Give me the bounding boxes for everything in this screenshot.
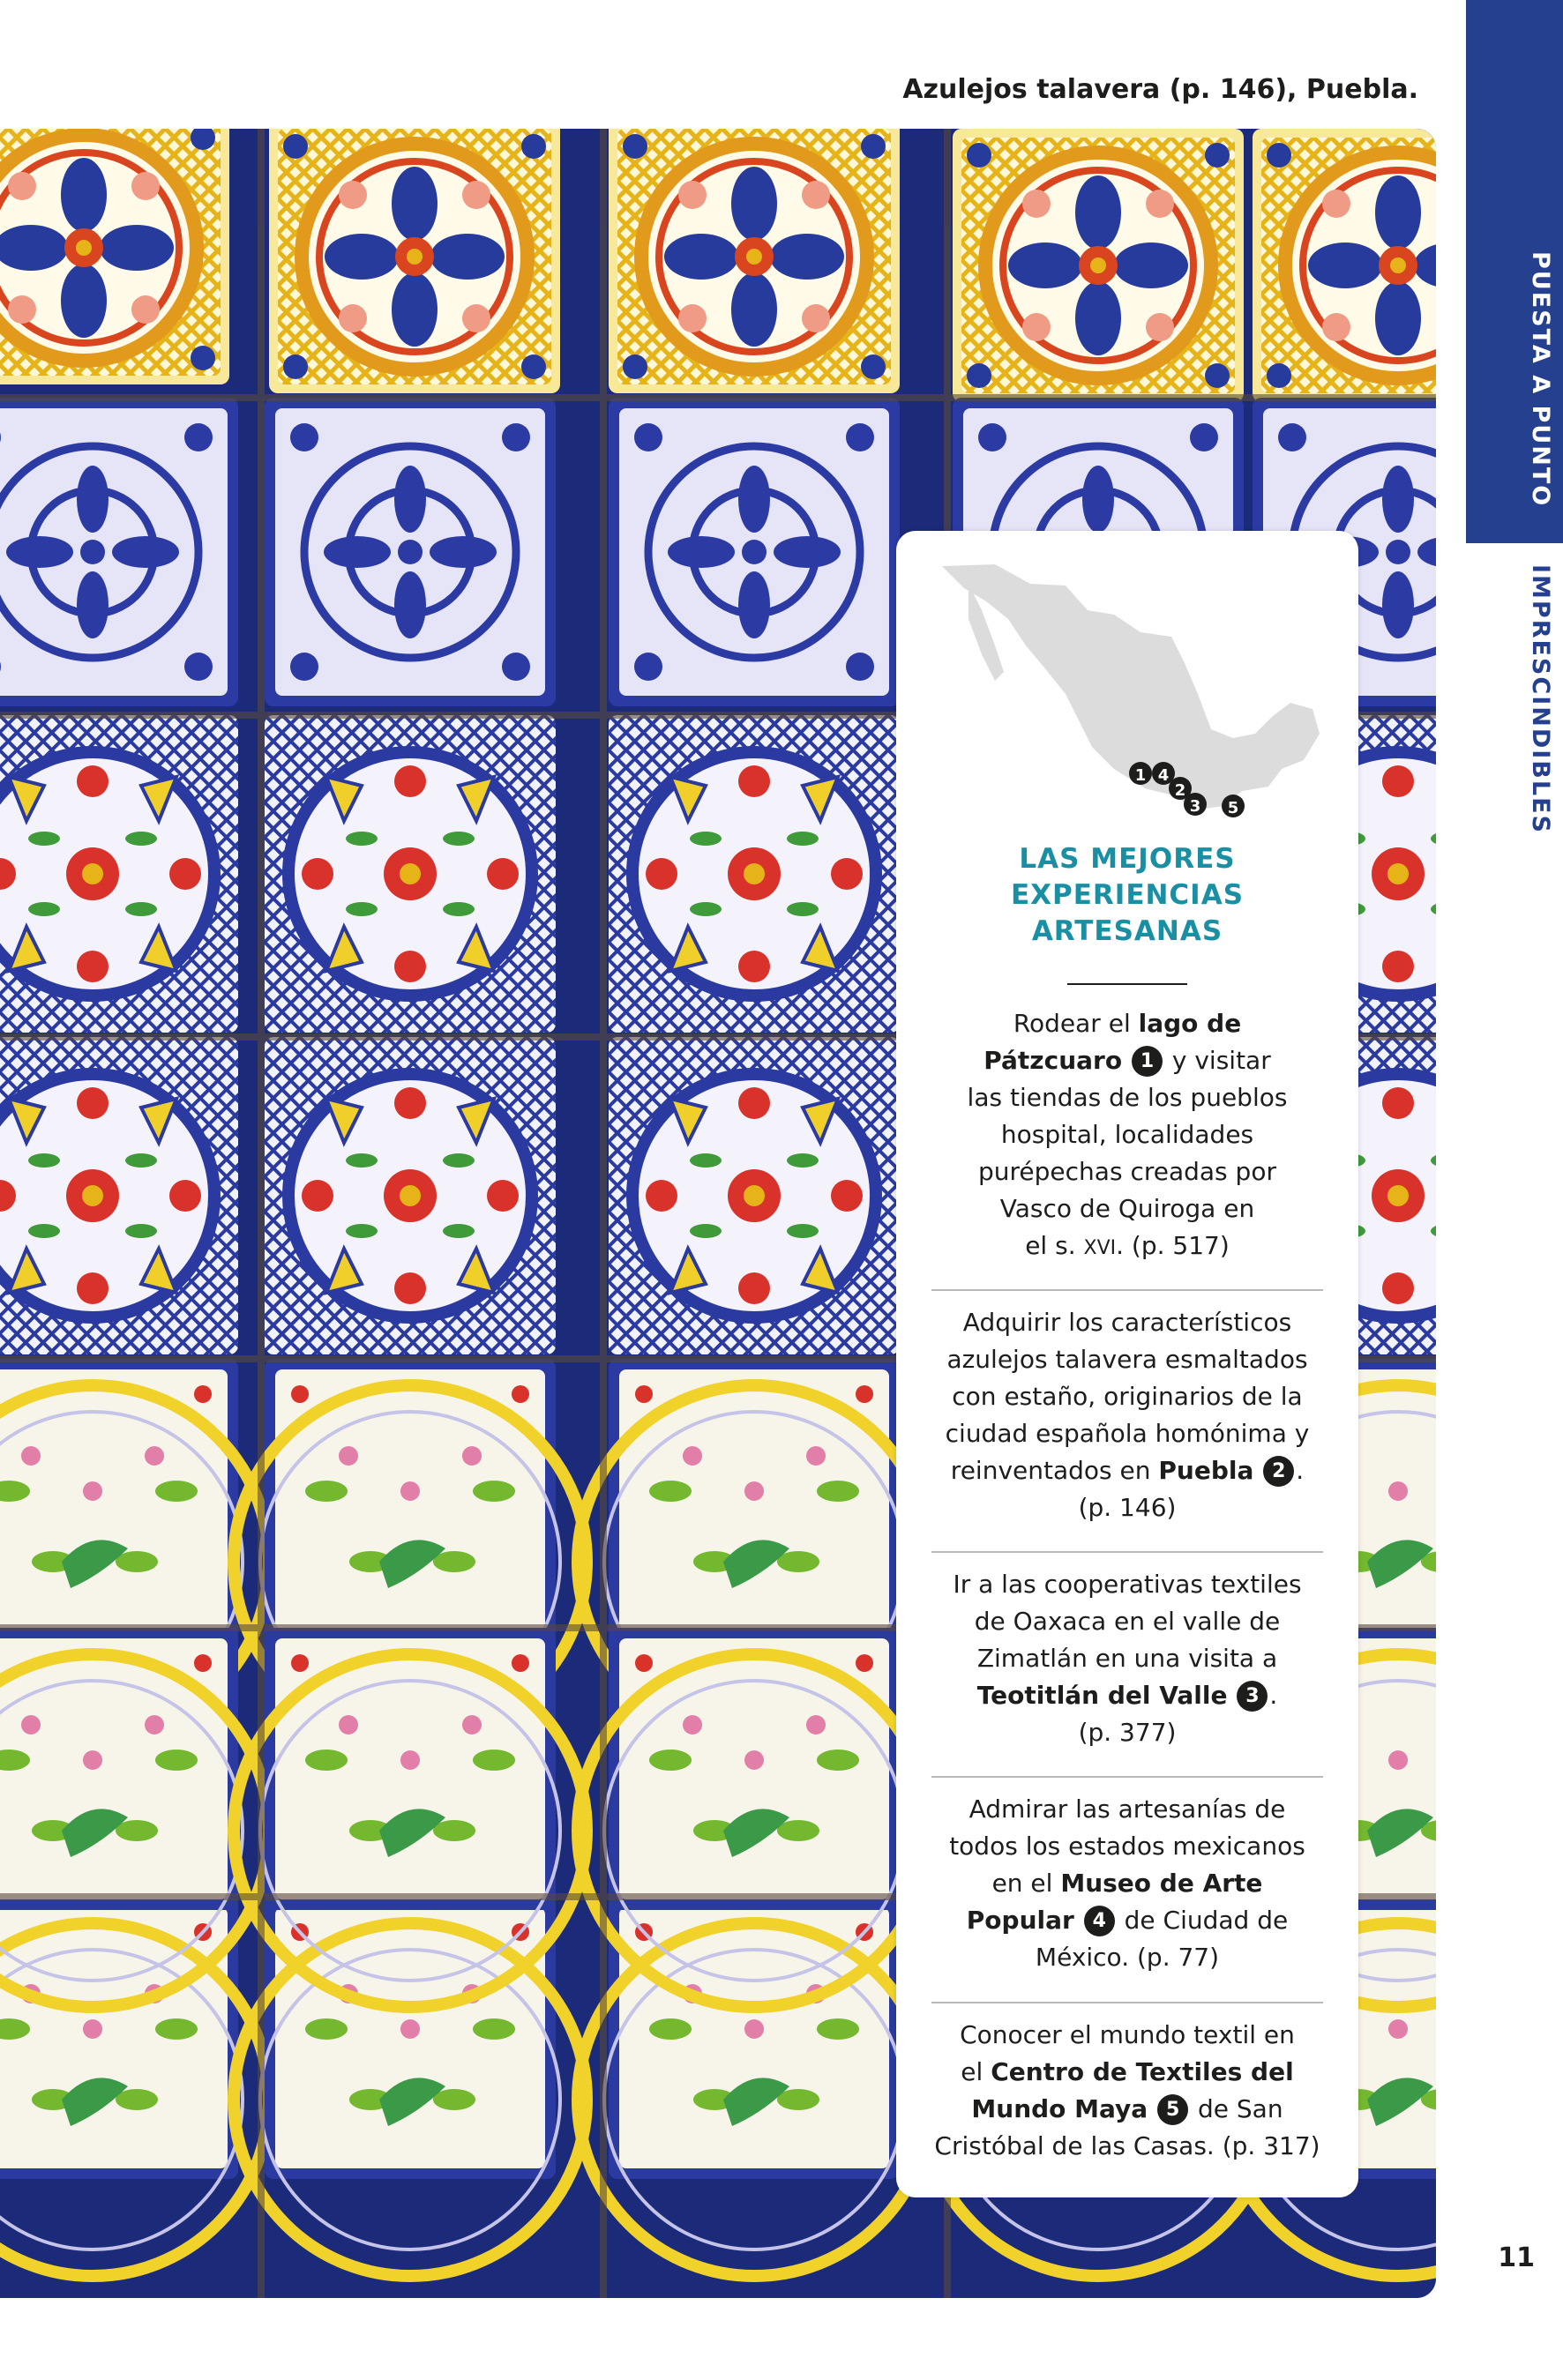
experience-item-5: Conocer el mundo textil en el Centro de Textiles del Mundo Maya 5 de San Cristóbal de las Casas. (p. 317)	[934, 2020, 1320, 2160]
experiences-card	[896, 531, 1358, 2197]
photo-caption: Azulejos talavera (p. 146), Puebla.	[902, 74, 1418, 105]
map-marker-1: 1	[1134, 766, 1147, 785]
map-marker-5: 5	[1227, 799, 1239, 817]
marker-badge-1: 1	[1132, 1046, 1163, 1077]
map-marker-2: 2	[1174, 781, 1186, 800]
page-number: 11	[1498, 2242, 1535, 2273]
item-separator	[931, 2002, 1323, 2003]
item-separator	[931, 1289, 1323, 1291]
marker-badge-5: 5	[1157, 2094, 1188, 2125]
subsection-label: IMPRESCINDIBLES	[1527, 564, 1554, 834]
marker-badge-2: 2	[1263, 1456, 1294, 1487]
experience-item-1: Rodear el lago de Pátzcuaro 1 y visitar las tiendas de los pueblos hospital, localidades purépechas creadas por Vasco de Quiroga en el s. XVI. (p. 517)	[967, 1009, 1288, 1260]
map-marker-3: 3	[1189, 797, 1201, 816]
marker-badge-3: 3	[1237, 1681, 1268, 1712]
title-rule	[1067, 983, 1187, 985]
marker-badge-4: 4	[1084, 1906, 1115, 1936]
card-title: LAS MEJORES EXPERIENCIAS ARTESANAS	[1010, 843, 1245, 947]
item-separator	[931, 1776, 1323, 1778]
experience-item-2: Adquirir los característicos azulejos talavera esmaltados con estaño, originarios de la ciudad española homónima y reinventados en Puebla 2 . (p. 146)	[945, 1308, 1310, 1522]
item-separator	[931, 1551, 1323, 1553]
section-label: PUESTA A PUNTO	[1527, 251, 1554, 508]
map-marker-4: 4	[1157, 766, 1170, 785]
experience-item-4: Admirar las artesanías de todos los estados mexicanos en el Museo de Arte Popular 4 de Ciudad de México. (p. 77)	[949, 1794, 1305, 1972]
mexico-map	[933, 548, 1321, 839]
experience-item-3: Ir a las cooperativas textiles de Oaxaca en el valle de Zimatlán en una visita a Teotitlán del Valle 3 . (p. 377)	[953, 1570, 1302, 1747]
